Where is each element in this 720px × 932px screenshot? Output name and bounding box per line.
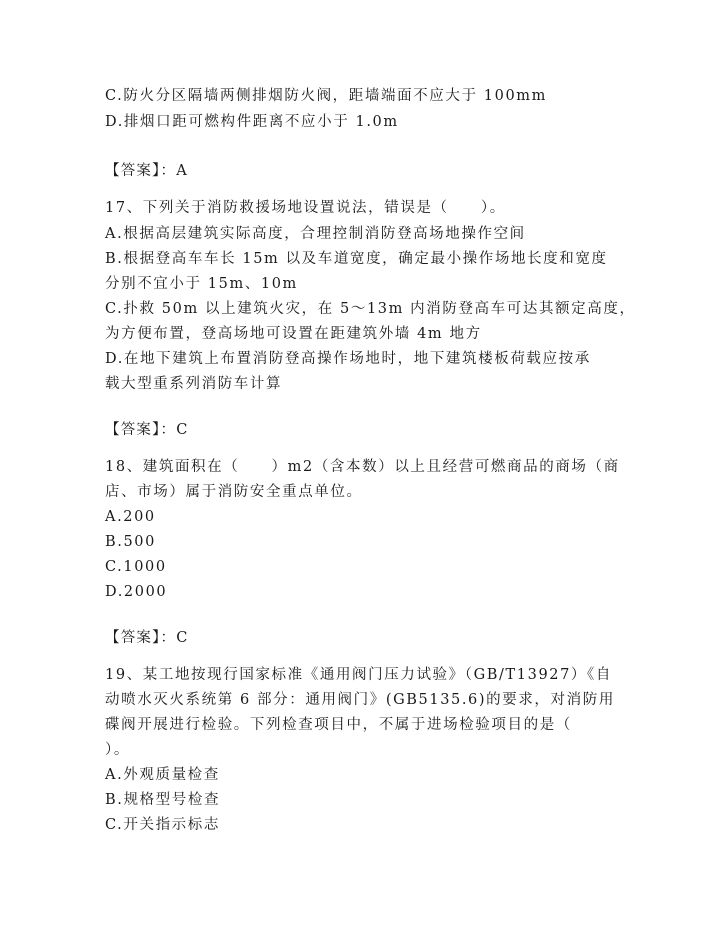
q17-stem: 17、下列关于消防救援场地设置说法，错误是（ ）。 bbox=[105, 200, 506, 216]
q16-answer: 【答案】：A bbox=[105, 163, 188, 179]
q17-option-d-line1: D.在地下建筑上布置消防登高操作场地时，地下建筑楼板荷载应按承 bbox=[105, 351, 591, 367]
q18-option-b: B.500 bbox=[105, 534, 156, 550]
q17-option-c-line2: 为方便布置，登高场地可设置在距建筑外墙 4m 地方 bbox=[105, 326, 482, 342]
q19-option-c: C.开关指示标志 bbox=[105, 817, 220, 833]
q19-option-a: A.外观质量检查 bbox=[105, 767, 220, 783]
q17-option-b-line2: 分别不宜小于 15m、10m bbox=[105, 276, 298, 292]
q18-stem-line1: 18、建筑面积在（ ）m2（含本数）以上且经营可燃商品的商场（商 bbox=[105, 459, 620, 475]
q18-option-a: A.200 bbox=[105, 509, 156, 525]
q17-option-d-line2: 载大型重系列消防车计算 bbox=[105, 376, 283, 392]
q17-option-a: A.根据高层建筑实际高度，合理控制消防登高场地操作空间 bbox=[105, 226, 526, 242]
q19-stem-line4: ）。 bbox=[105, 742, 130, 758]
q17-option-c-line1: C.扑救 50m 以上建筑火灾，在 5～13m 内消防登高车可达其额定高度， bbox=[105, 301, 636, 317]
q18-option-d: D.2000 bbox=[105, 584, 168, 600]
q16-option-c: C.防火分区隔墙两侧排烟防火阀，距墙端面不应大于 100mm bbox=[105, 88, 547, 104]
q18-stem-line2: 店、市场）属于消防安全重点单位。 bbox=[105, 484, 363, 500]
q18-answer: 【答案】：C bbox=[105, 630, 189, 646]
q18-option-c: C.1000 bbox=[105, 559, 167, 575]
q19-stem-line2: 动喷水灭火系统第 6 部分：通用阀门》(GB5135.6)的要求，对消防用 bbox=[105, 692, 615, 708]
q19-option-b: B.规格型号检查 bbox=[105, 792, 221, 808]
q16-option-d: D.排烟口距可燃构件距离不应小于 1.0m bbox=[105, 114, 399, 130]
q17-option-b-line1: B.根据登高车车长 15m 以及车道宽度，确定最小操作场地长度和宽度 bbox=[105, 251, 608, 267]
q19-stem-line3: 碟阀开展进行检验。下列检查项目中，不属于进场检验项目的是（ bbox=[105, 717, 572, 733]
q17-answer: 【答案】：C bbox=[105, 422, 189, 438]
q19-stem-line1: 19、某工地按现行国家标准《通用阀门压力试验》（GB/T13927）《自 bbox=[105, 667, 612, 683]
